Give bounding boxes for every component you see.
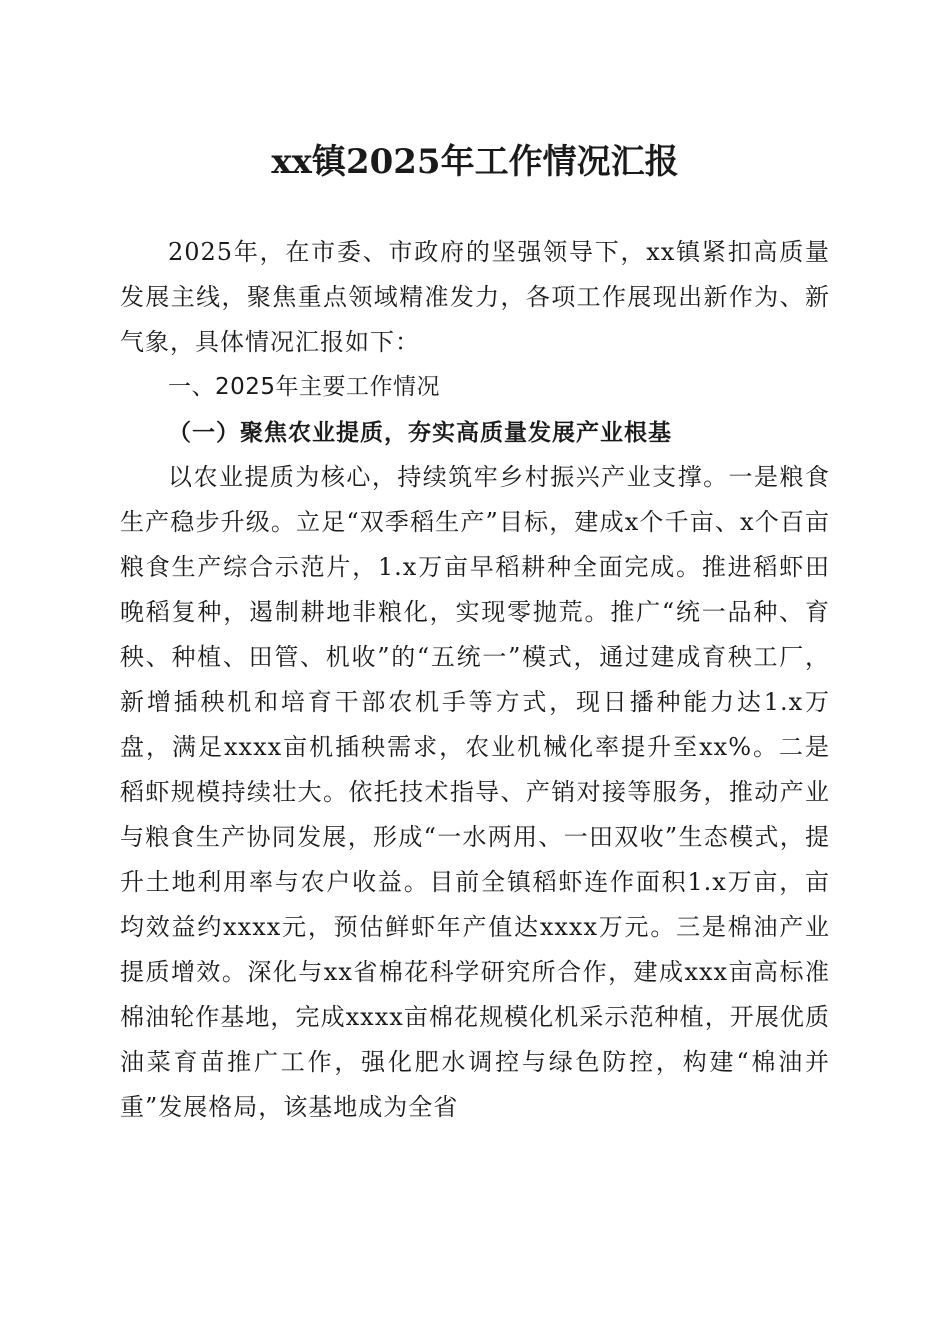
document-title: xx镇2025年工作情况汇报 [271, 142, 679, 182]
section-heading: 一、2025年主要工作情况 [168, 374, 441, 400]
subsection-heading: （一）聚焦农业提质，夯实高质量发展产业根基 [168, 419, 672, 446]
intro-paragraph: 2025年，在市委、市政府的坚强领导下，xx镇紧扣高质量发展主线，聚焦重点领域精准发力，各项工作展现出新作为、新气象，具体情况汇报如下： [120, 238, 830, 356]
document-body [120, 230, 830, 1130]
subsection-body-paragraph: 以农业提质为核心，持续筑牢乡村振兴产业支撑。一是粮食生产稳步升级。立足“双季稻生产”目标，建成x个千亩、x个百亩粮食生产综合示范片，1.x万亩早稻耕种全面完成。推进稻虾田晚稻复种，遏制耕地非粮化，实现零抛荒。推广“统一品种、育秧、种植、田管、机收”的“五统一”模式，通过建成育秧工厂，新增插秧机和培育干部农机手等方式，现日播种能力达1.x万盘，满足xxxx亩机插秧需求，农业机械化率提升至xx%。二是稻虾规模持续壮大。依托技术指导、产销对接等服务，推动产业与粮食生产协同发展，形成“一水两用、一田双收”生态模式，提升土地利用率与农户收益。目前全镇稻虾连作面积1.x万亩，亩均效益约xxxx元，预估鲜虾年产值达xxxx万元。三是棉油产业提质增效。深化与xx省棉花科学研究所合作，建成xxx亩高标准棉油轮作基地，完成xxxx亩棉花规模化机采示范种植，开展优质油菜育苗推广工作，强化肥水调控与绿色防控，构建“棉油并重”发展格局，该基地成为全省 [120, 463, 830, 1121]
